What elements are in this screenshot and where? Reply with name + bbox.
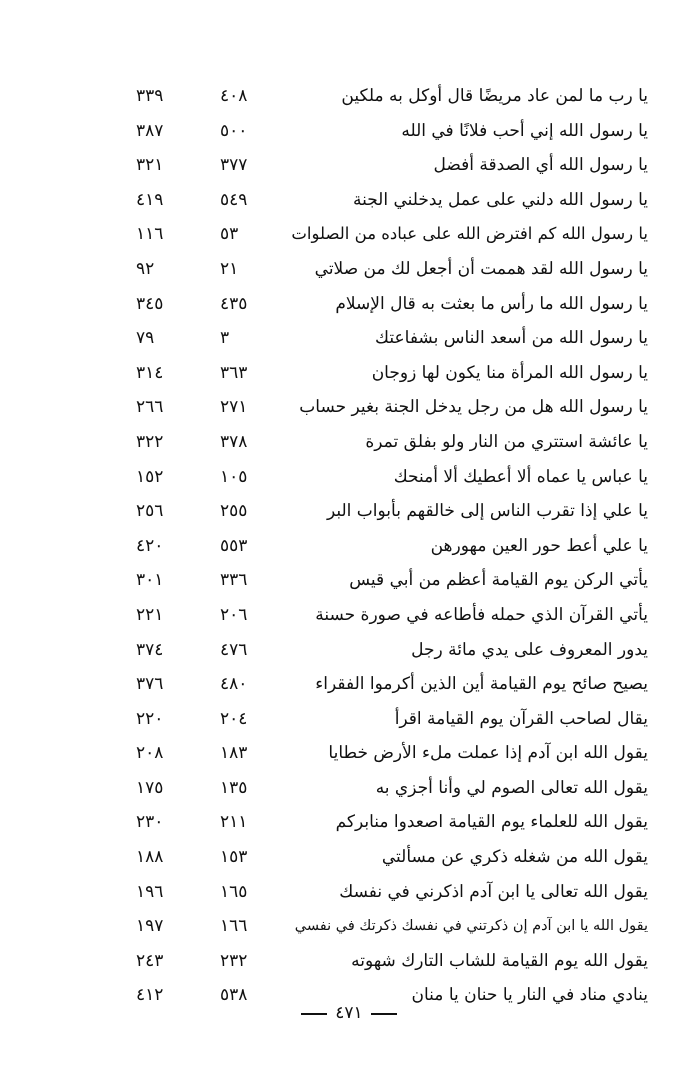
index-row bbox=[0, 183, 698, 218]
page-reference: ٣٧٤ bbox=[136, 639, 164, 660]
hadith-phrase: يا رسول الله أي الصدقة أفضل bbox=[433, 155, 648, 176]
page-reference: ١٥٢ bbox=[136, 466, 164, 487]
hadith-phrase: يقول الله تعالى الصوم لي وأنا أجزي به bbox=[375, 777, 648, 798]
page-reference: ٣٠١ bbox=[136, 570, 164, 591]
hadith-number: ٣٣٦ bbox=[220, 570, 248, 591]
hadith-number: ٢٥٥ bbox=[220, 501, 248, 522]
hadith-phrase: يا علي إذا تقرب الناس إلى خالقهم بأبواب البر bbox=[326, 501, 648, 522]
page-reference: ٣٤٥ bbox=[136, 293, 164, 314]
index-row bbox=[0, 909, 698, 944]
index-row bbox=[0, 633, 698, 668]
hadith-phrase: يا عائشة استتري من النار ولو بفلق تمرة bbox=[365, 431, 648, 452]
page-reference: ٣٧٦ bbox=[136, 674, 164, 695]
hadith-phrase: يقول الله يا ابن آدم إن ذكرتني في نفسك ذكرتك في نفسي bbox=[294, 918, 648, 935]
page-reference: ٢٠٨ bbox=[136, 743, 164, 764]
page-footer bbox=[0, 1003, 698, 1023]
hadith-phrase: يدور المعروف على يدي مائة رجل bbox=[411, 639, 648, 660]
hadith-number: ٢٣٢ bbox=[220, 950, 248, 971]
index-row bbox=[0, 148, 698, 183]
page-reference: ٣٢٢ bbox=[136, 431, 164, 452]
index-row bbox=[0, 287, 698, 322]
index-row bbox=[0, 114, 698, 149]
hadith-number: ٥٣٨ bbox=[220, 985, 248, 1006]
index-row bbox=[0, 321, 698, 356]
hadith-phrase: يا علي أعط حور العين مهورهن bbox=[430, 535, 648, 556]
index-row bbox=[0, 425, 698, 460]
hadith-phrase: يقال لصاحب القرآن يوم القيامة اقرأ bbox=[394, 708, 648, 729]
page-reference: ٣٨٧ bbox=[136, 120, 164, 141]
index-row bbox=[0, 944, 698, 979]
index-row bbox=[0, 390, 698, 425]
hadith-phrase: يا رسول الله لقد هممت أن أجعل لك من صلاتي bbox=[314, 258, 648, 279]
hadith-number: ٣٧٧ bbox=[220, 155, 248, 176]
hadith-phrase: ينادي مناد في النار يا حنان يا منان bbox=[411, 985, 648, 1006]
page-reference: ٢٥٦ bbox=[136, 501, 164, 522]
page-reference: ١١٦ bbox=[136, 224, 164, 245]
index-row bbox=[0, 667, 698, 702]
page-reference: ١٩٦ bbox=[136, 881, 164, 902]
index-row bbox=[0, 217, 698, 252]
hadith-number: ٢٠٤ bbox=[220, 708, 248, 729]
page-reference: ٢٢١ bbox=[136, 604, 164, 625]
hadith-number: ٢١ bbox=[220, 258, 239, 279]
hadith-number: ٢٧١ bbox=[220, 397, 248, 418]
page-reference: ٣١٤ bbox=[136, 362, 164, 383]
page-reference: ٣٢١ bbox=[136, 155, 164, 176]
page-reference: ٣٣٩ bbox=[136, 86, 164, 106]
index-row bbox=[0, 598, 698, 633]
hadith-number: ٥٣ bbox=[220, 224, 239, 245]
hadith-number: ١٦٥ bbox=[220, 881, 248, 902]
hadith-phrase: يا رسول الله دلني على عمل يدخلني الجنة bbox=[352, 189, 648, 210]
page-number: ٤٧١ bbox=[335, 1003, 363, 1023]
hadith-phrase: يأتي القرآن الذي حمله فأطاعه في صورة حسنة bbox=[315, 604, 648, 625]
hadith-phrase: يا رسول الله ما رأس ما بعثت به قال الإسلام bbox=[335, 293, 648, 314]
hadith-phrase: يقول الله تعالى يا ابن آدم اذكرني في نفسك bbox=[339, 881, 648, 902]
index-row bbox=[0, 771, 698, 806]
index-list bbox=[0, 79, 698, 1013]
index-row bbox=[0, 356, 698, 391]
hadith-phrase: يقول الله من شغله ذكري عن مسألتي bbox=[381, 847, 648, 868]
page-reference: ٧٩ bbox=[136, 328, 155, 349]
hadith-phrase: يأتي الركن يوم القيامة أعظم من أبي قيس bbox=[349, 570, 648, 591]
hadith-number: ٤٣٥ bbox=[220, 293, 248, 314]
hadith-number: ٤٧٦ bbox=[220, 639, 248, 660]
page-reference: ٤١٢ bbox=[136, 985, 164, 1006]
hadith-phrase: يا رسول الله إني أحب فلانًا في الله bbox=[401, 120, 648, 141]
hadith-number: ١٠٥ bbox=[220, 466, 248, 487]
page-reference: ٢٢٠ bbox=[136, 708, 164, 729]
index-row bbox=[0, 252, 698, 287]
page-reference: ١٨٨ bbox=[136, 847, 164, 868]
hadith-phrase: يصيح صائح يوم القيامة أين الذين أكرموا الفقراء bbox=[315, 674, 648, 695]
footer-dash-right bbox=[371, 1013, 397, 1015]
hadith-number: ١٦٦ bbox=[220, 916, 248, 937]
hadith-phrase: يا رسول الله كم افترض الله على عباده من الصلوات bbox=[291, 224, 648, 244]
hadith-phrase: يقول الله يوم القيامة للشاب التارك شهوته bbox=[351, 950, 648, 971]
hadith-phrase: يا رسول الله من أسعد الناس بشفاعتك bbox=[375, 328, 648, 349]
index-row bbox=[0, 702, 698, 737]
index-row bbox=[0, 529, 698, 564]
hadith-number: ٥٤٩ bbox=[220, 189, 248, 210]
page-reference: ٢٣٠ bbox=[136, 812, 164, 833]
hadith-number: ٣ bbox=[220, 328, 230, 349]
hadith-phrase: يا عباس يا عماه ألا أعطيك ألا أمنحك bbox=[393, 466, 648, 487]
hadith-number: ٢١١ bbox=[220, 812, 248, 833]
hadith-phrase: يقول الله ابن آدم إذا عملت ملء الأرض خطايا bbox=[328, 743, 648, 764]
index-row bbox=[0, 736, 698, 771]
index-row bbox=[0, 494, 698, 529]
index-row bbox=[0, 79, 698, 114]
index-row bbox=[0, 805, 698, 840]
index-row bbox=[0, 460, 698, 495]
hadith-phrase: يا رسول الله هل من رجل يدخل الجنة بغير حساب bbox=[299, 397, 648, 418]
index-row bbox=[0, 875, 698, 910]
hadith-number: ١٥٣ bbox=[220, 847, 248, 868]
hadith-phrase: يا رسول الله المرأة منا يكون لها زوجان bbox=[371, 362, 648, 383]
page-reference: ٤١٩ bbox=[136, 189, 164, 210]
hadith-number: ١٨٣ bbox=[220, 743, 248, 764]
hadith-number: ٢٠٦ bbox=[220, 604, 248, 625]
hadith-number: ٣٧٨ bbox=[220, 431, 248, 452]
footer-dash-left bbox=[301, 1013, 327, 1015]
hadith-number: ٤٠٨ bbox=[220, 86, 248, 106]
hadith-phrase: يا رب ما لمن عاد مريضًا قال أوكل به ملكين bbox=[341, 86, 648, 106]
index-row bbox=[0, 563, 698, 598]
page-reference: ١٧٥ bbox=[136, 777, 164, 798]
index-row bbox=[0, 840, 698, 875]
hadith-number: ٥٠٠ bbox=[220, 120, 248, 141]
hadith-number: ٥٥٣ bbox=[220, 535, 248, 556]
page-reference: ٤٢٠ bbox=[136, 535, 164, 556]
hadith-number: ٤٨٠ bbox=[220, 674, 248, 695]
page-reference: ٢٦٦ bbox=[136, 397, 164, 418]
page-reference: ٩٢ bbox=[136, 258, 155, 279]
hadith-number: ١٣٥ bbox=[220, 777, 248, 798]
hadith-number: ٣٦٣ bbox=[220, 362, 248, 383]
page-reference: ٢٤٣ bbox=[136, 950, 164, 971]
page-reference: ١٩٧ bbox=[136, 916, 164, 937]
hadith-phrase: يقول الله للعلماء يوم القيامة اصعدوا منابركم bbox=[335, 812, 648, 833]
